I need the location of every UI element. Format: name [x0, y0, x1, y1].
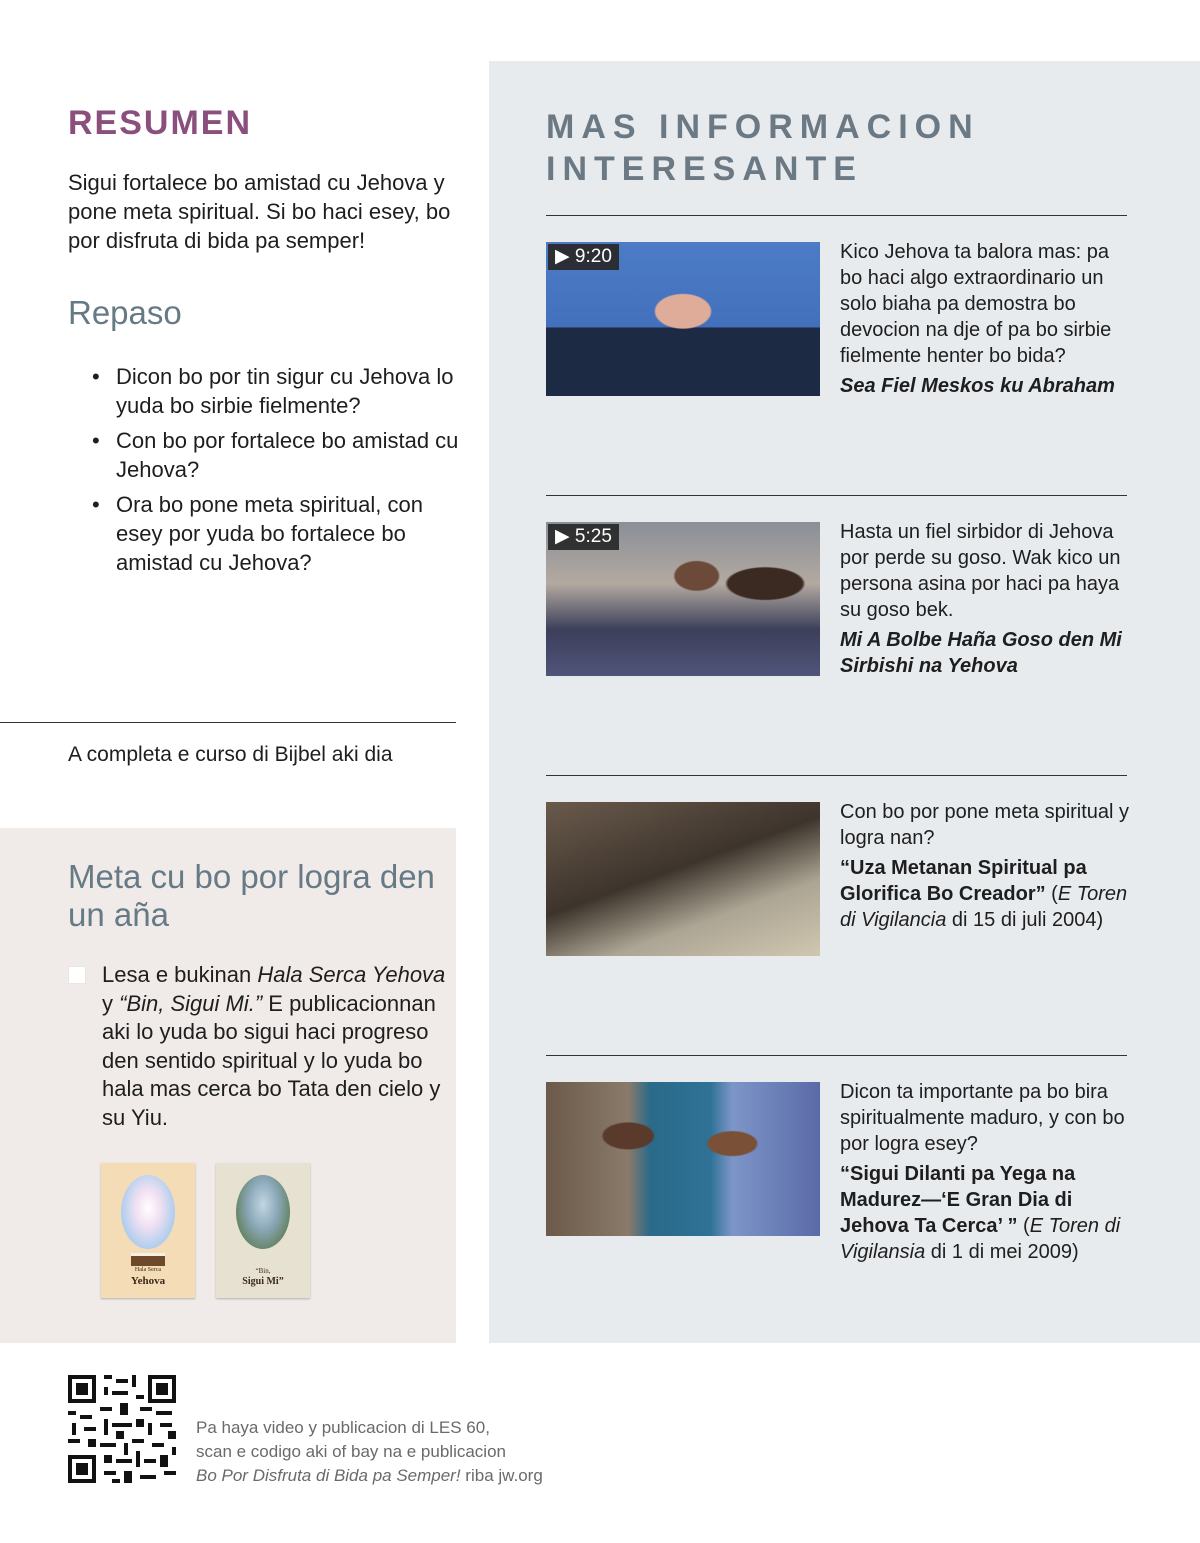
source-open: (	[1045, 883, 1058, 905]
article-title: “Sigui Dilanti pa Yega na Madurez—‘E Gran Dia di Jehova Ta Cerca’ ”	[840, 1163, 1076, 1237]
book-title: “Bin, Sigui Mi.”	[119, 990, 263, 1016]
goal-text-part: y	[102, 990, 120, 1016]
completion-text: A completa e curso di Bijbel aki dia	[68, 743, 393, 766]
entry-text	[840, 519, 1132, 679]
video-duration-badge	[548, 524, 619, 550]
entry-divider	[546, 215, 1127, 216]
entry-description: Con bo por pone meta spiritual y logra nan?	[840, 801, 1130, 849]
source-date: di 15 di juli 2004)	[946, 909, 1104, 931]
video-duration: 5:25	[574, 526, 612, 547]
goal-text-part: Lesa e bukinan	[102, 962, 258, 987]
summary-text: Sigui fortalece bo amistad cu Jehova y pone meta spiritual. Si bo haci esey, bo por disfruta di bida pa semper!	[68, 170, 451, 253]
entry-description: Hasta un fiel sirbidor di Jehova por perde su goso. Wak kico un persona asina por haci pa haya su goso bek.	[840, 521, 1121, 621]
entry-divider	[546, 495, 1127, 496]
entry-text	[840, 799, 1132, 933]
entry-reference[interactable]: Sea Fiel Meskos ku Abraham	[840, 375, 1115, 397]
entry-text	[840, 1079, 1132, 1265]
book-cover-small-text: “Bin,	[255, 1267, 271, 1275]
footer-text	[196, 1416, 543, 1488]
source-date: di 1 di mei 2009)	[925, 1241, 1079, 1263]
entry-description: Kico Jehova ta balora mas: pa bo haci algo extraordinario un solo biaha pa demostra bo devocion na dje of pa bo sirbie fielmente henter bo bida?	[840, 241, 1112, 367]
video-thumbnail[interactable]	[546, 242, 820, 396]
play-icon: ▶	[555, 526, 570, 547]
book-cover-big-text: Yehova	[130, 1275, 166, 1287]
jesus-illustration	[236, 1175, 290, 1249]
footer-site[interactable]: riba jw.org	[460, 1466, 543, 1485]
entry-reference[interactable]: Mi A Bolbe Haña Goso den Mi Sirbishi na Yehova	[840, 629, 1122, 677]
entry-description: Dicon ta importante pa bo bira spiritualmente maduro, y con bo por logra esey?	[840, 1081, 1125, 1155]
footer-line: Pa haya video y publicacion di LES 60,	[196, 1418, 490, 1437]
entry-reference[interactable]	[840, 855, 1132, 933]
cloud-illustration	[121, 1175, 175, 1249]
entry-text	[840, 239, 1132, 399]
source-open: (	[1017, 1215, 1030, 1237]
video-duration: 9:20	[574, 246, 612, 267]
article-title: “Uza Metanan Spiritual pa Glorifica Bo Creador”	[840, 857, 1087, 905]
publication-title: Bo Por Disfruta di Bida pa Semper!	[196, 1466, 461, 1485]
goal-title: Meta cu bo por logra den un aña	[68, 858, 435, 933]
entry-reference[interactable]	[840, 1161, 1132, 1265]
checkbox-icon[interactable]	[68, 966, 86, 984]
qr-code-icon[interactable]	[68, 1375, 176, 1483]
source-title: E Toren di Vigilancia	[840, 883, 1128, 931]
section-divider	[0, 722, 456, 723]
open-bible-icon	[131, 1253, 165, 1266]
review-item: • Ora bo pone meta spiritual, con esey por yuda bo fortalece bo amistad cu Jehova?	[92, 490, 462, 577]
source-title: E Toren di Vigilansia	[840, 1215, 1121, 1263]
review-list	[92, 362, 462, 583]
article-thumbnail[interactable]	[546, 802, 820, 956]
book-cover-small-text: Hala Serca	[134, 1267, 162, 1273]
entry-divider	[546, 1055, 1127, 1056]
review-item: • Dicon bo por tin sigur cu Jehova lo yuda bo sirbie fielmente?	[92, 362, 462, 420]
goal-text	[102, 961, 447, 1132]
review-title: Repaso	[68, 294, 182, 331]
book-cover-hala-serca-yehova[interactable]	[101, 1163, 195, 1298]
video-duration-badge	[548, 244, 619, 270]
book-cover-big-text: Sigui Mi”	[242, 1276, 284, 1287]
goal-text-part: E publicacionnan aki lo yuda bo sigui haci progreso den sentido spiritual y lo yuda bo hala mas cerca bo Tata den cielo y su Yiu.	[102, 990, 441, 1130]
review-item: • Con bo por fortalece bo amistad cu Jehova?	[92, 426, 462, 484]
book-title: Hala Serca Yehova	[257, 962, 446, 987]
entry-divider	[546, 775, 1127, 776]
book-cover-bin-sigui-mi[interactable]	[216, 1163, 310, 1298]
footer-line: scan e codigo aki of bay na e publicacion	[196, 1442, 506, 1461]
video-thumbnail[interactable]	[546, 522, 820, 676]
play-icon: ▶	[555, 246, 570, 267]
summary-title: RESUMEN	[68, 104, 253, 142]
more-info-title: MAS INFORMACION INTERESANTE	[546, 108, 980, 188]
article-thumbnail[interactable]	[546, 1082, 820, 1236]
